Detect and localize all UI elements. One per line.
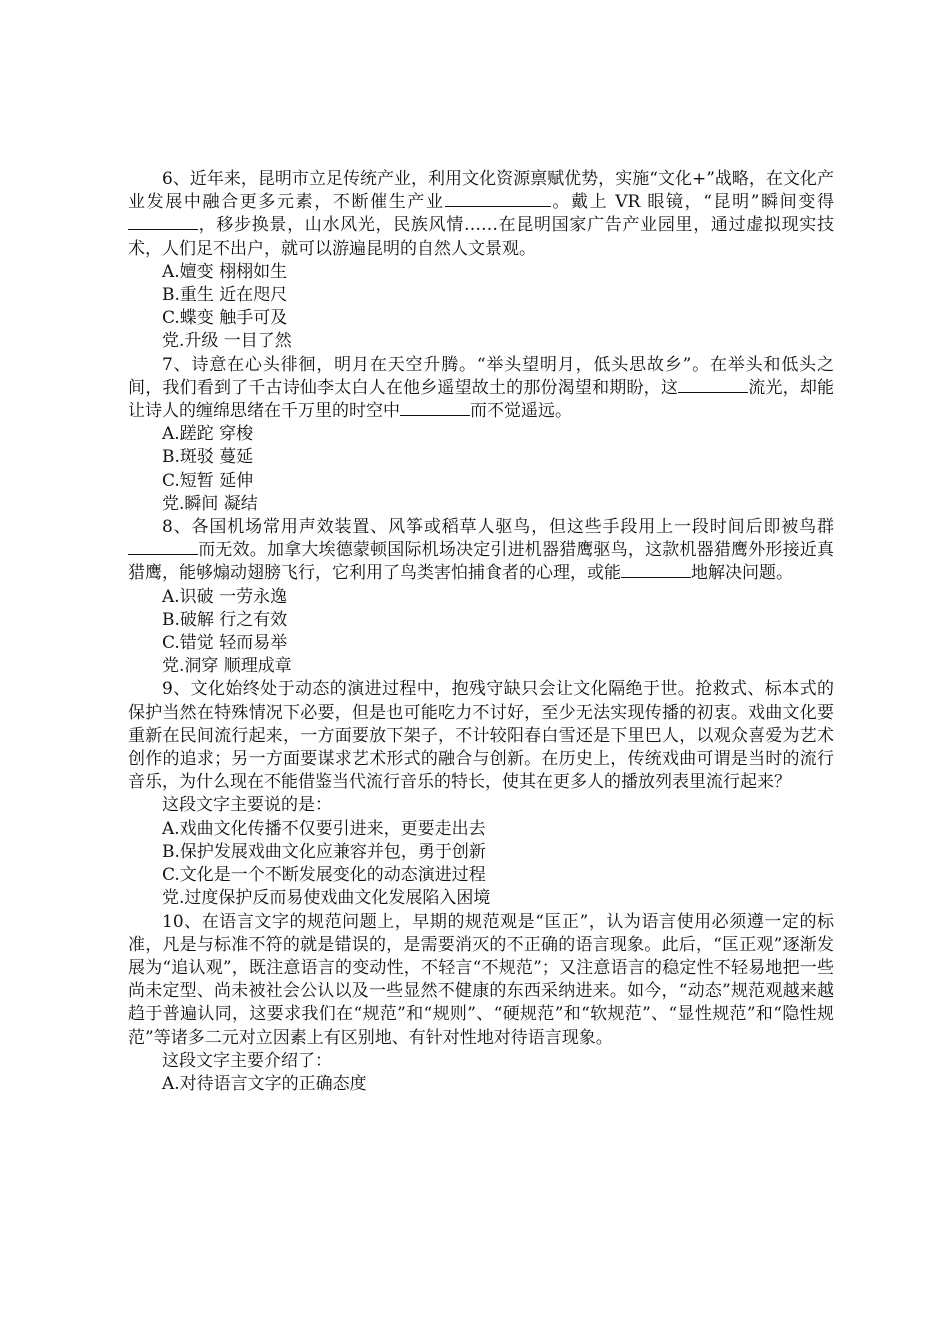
question-content <box>128 168 834 1096</box>
question-8-text-1: 8、各国机场常用声效装置、风筝或稻草人驱鸟，但这些手段用上一段时间后即被鸟群 <box>162 517 834 538</box>
question-7-option-c: C.短暂 延伸 <box>162 470 254 491</box>
answer-blank <box>678 378 748 393</box>
question-7-option-d: 党.瞬间 凝结 <box>162 493 258 514</box>
question-10-prompt: 这段文字主要介绍了： <box>162 1050 332 1071</box>
question-8-text-3: 地解决问题。 <box>691 563 793 584</box>
question-10-option-a: A.对待语言文字的正确态度 <box>162 1073 367 1094</box>
question-9-stem: 9、文化始终处于动态的演进过程中，抱残守缺只会让文化隔绝于世。抢救式、标本式的保护当然在特殊情况下必要，但是也可能吃力不讨好，至少无法实现传播的初衷。戏曲文化要重新在民间流行起来，一方面要放下架子，不计较阳春白雪还是下里巴人，以观众喜爱为艺术创作的追求；另一方面要谋求艺术形式的融合与创新。在历史上，传统戏曲可谓是当时的流行音乐，为什么现在不能借鉴当代流行音乐的特长，使其在更多人的播放列表里流行起来？ <box>128 679 834 793</box>
question-7-option-b: B.斑驳 蔓延 <box>162 447 254 468</box>
question-8-option-c: C.错觉 轻而易举 <box>162 633 288 654</box>
question-6-text-2: 。戴上 VR 眼镜，“昆明”瞬间变得 <box>550 192 835 213</box>
answer-blank <box>400 401 470 416</box>
question-7-option-a: A.蹉跎 穿梭 <box>162 424 254 445</box>
question-7-text-2: 流光，却能让诗人的缠绵思绪在千万里的时空中 <box>128 377 835 422</box>
question-6-option-a: A.嬗变 栩栩如生 <box>162 261 288 282</box>
answer-blank <box>128 540 198 555</box>
question-7-text-1: 7、诗意在心头徘徊，明月在天空升腾。“举头望明月，低头思故乡”。在举头和低头之间，我们看到了千古诗仙李太白人在他乡遥望故土的那份渴望和期盼，这 <box>128 354 834 398</box>
question-6-option-c: C.蝶变 触手可及 <box>162 308 288 329</box>
question-9-prompt: 这段文字主要说的是： <box>162 795 332 816</box>
question-8-option-a: A.识破 一劳永逸 <box>162 586 288 607</box>
question-6-text-1: 6、近年来，昆明市立足传统产业，利用文化资源禀赋优势，实施“文化+”战略，在文化产业发展中融合更多元素，不断催生产业 <box>128 169 834 213</box>
question-7-text-3: 而不觉遥远。 <box>470 401 572 422</box>
answer-blank <box>621 563 691 578</box>
answer-blank <box>445 192 551 207</box>
question-6-option-d: 党.升级 一目了然 <box>162 331 292 352</box>
question-8-text-2: 而无效。加拿大埃德蒙顿国际机场决定引进机器猎鹰驱鸟，这款机器猎鹰外形接近真猎鹰，能够煽动翅膀飞行，它利用了鸟类害怕捕食者的心理，或能 <box>128 540 834 584</box>
question-6-stem <box>128 168 834 261</box>
question-6-option-b: B.重生 近在咫尺 <box>162 285 288 306</box>
question-8-option-d: 党.洞穿 顺理成章 <box>162 656 292 677</box>
answer-blank <box>128 215 198 230</box>
question-9-option-b: B.保护发展戏曲文化应兼容并包，勇于创新 <box>162 841 486 862</box>
question-9-option-a: A.戏曲文化传播不仅要引进来，更要走出去 <box>162 818 486 839</box>
question-9-option-d: 党.过度保护反而易使戏曲文化发展陷入困境 <box>162 888 491 909</box>
question-9-option-c: C.文化是一个不断发展变化的动态演进过程 <box>162 865 486 886</box>
question-10-stem: 10、在语言文字的规范问题上，早期的规范观是“匡正”，认为语言使用必须遵一定的标准，凡是与标准不符的就是错误的，是需要消灭的不正确的语言现象。此后，“匡正观”逐渐发展为“追认观”，既注意语言的变动性，不轻言“不规范”；又注意语言的稳定性不轻易地把一些尚未定型、尚未被社会公认以及一些显然不健康的东西采纳进来。如今，“动态”规范观越来越趋于普遍认同，这要求我们在“规范”和“规则”、“硬规范”和“软规范”、“显性规范”和“隐性规范”等诸多二元对立因素上有区别地、有针对性地对待语言现象。 <box>128 911 834 1048</box>
question-8-stem <box>128 516 834 586</box>
question-8-option-b: B.破解 行之有效 <box>162 609 288 630</box>
question-7-stem <box>128 354 834 424</box>
question-6-text-3: ，移步换景，山水风光，民族风情……在昆明国家广告产业园里，通过虚拟现实技术，人们足不出户，就可以游遍昆明的自然人文景观。 <box>128 215 834 259</box>
